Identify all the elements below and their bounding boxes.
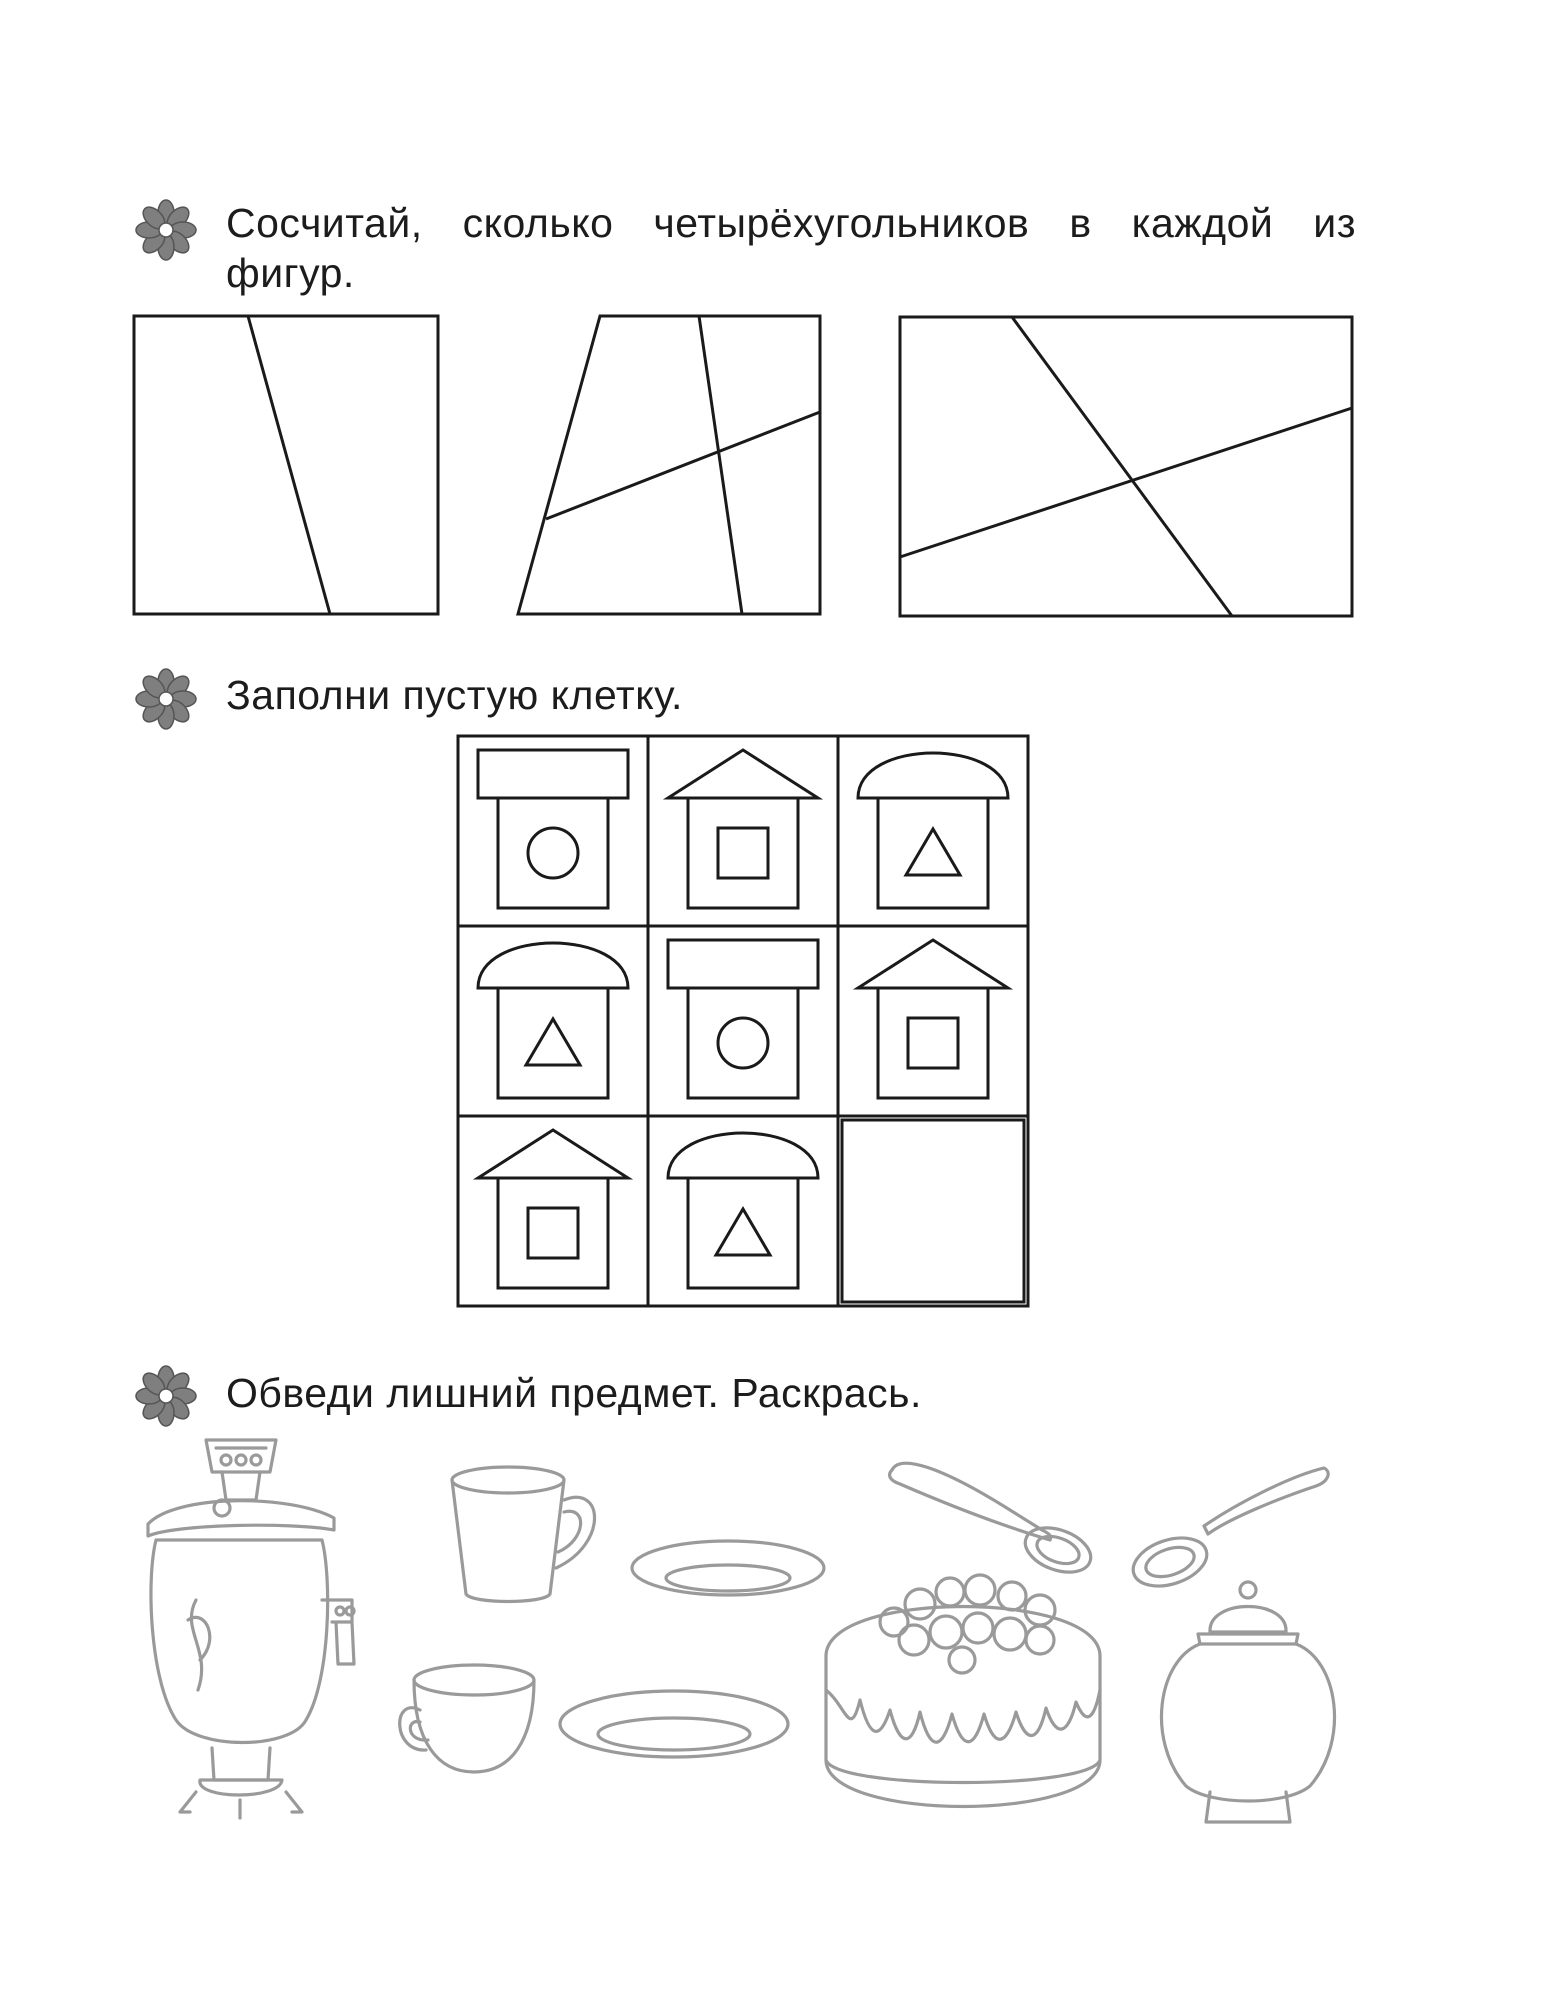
spoon-picture[interactable] [1127, 1468, 1328, 1595]
cake-picture[interactable] [826, 1575, 1100, 1807]
sugar-bowl-picture[interactable] [1161, 1582, 1334, 1822]
spoon-picture[interactable] [890, 1463, 1097, 1580]
samovar-picture[interactable] [148, 1440, 354, 1818]
mug-picture[interactable] [452, 1467, 595, 1602]
task-title-count-quadrilaterals: Сосчитай, сколько четырёхугольников в каждой из фигур. [226, 200, 1356, 296]
plate-picture[interactable] [632, 1541, 824, 1595]
plate-picture[interactable] [560, 1691, 788, 1757]
cup-picture[interactable] [400, 1665, 534, 1772]
task-title-fill-empty-cell: Заполни пустую клетку. [226, 672, 683, 718]
task-title-odd-one-out: Обведи лишний предмет. Раскрась. [226, 1370, 922, 1416]
